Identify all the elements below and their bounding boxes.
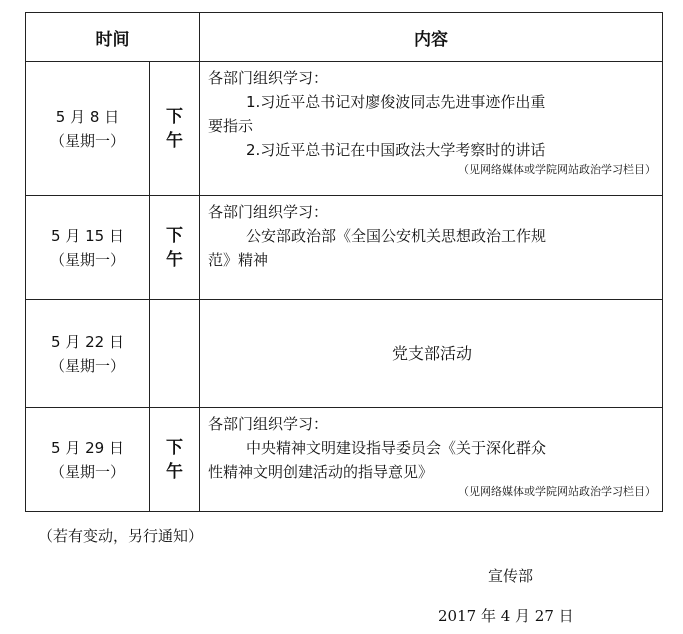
activity-text: 党支部活动 xyxy=(391,343,472,363)
activity-cell xyxy=(200,300,663,408)
table-row xyxy=(26,408,663,512)
intro-text: 各部门组织学习： xyxy=(208,203,329,221)
header-row xyxy=(26,13,663,62)
item-line: 要指示 xyxy=(208,117,254,135)
ampm-cell-empty xyxy=(150,300,200,408)
table-row xyxy=(26,196,663,300)
ampm-char: 午 xyxy=(166,249,183,270)
date-cell xyxy=(26,300,150,408)
ampm-char: 下 xyxy=(166,437,183,458)
weekday-text: （星期一） xyxy=(49,131,125,150)
item-line: 中央精神文明建设指导委员会《关于深化群众 xyxy=(246,439,547,457)
source-note: （见网络媒体或学院网站政治学习栏目） xyxy=(458,163,656,176)
table-row xyxy=(26,62,663,196)
header-time: 时间 xyxy=(26,13,200,62)
department-signature: 宣传部 xyxy=(488,567,534,585)
content-cell xyxy=(200,196,663,300)
item-line: 性精神文明创建活动的指导意见》 xyxy=(208,463,434,481)
ampm-cell xyxy=(150,62,200,196)
ampm-cell xyxy=(150,196,200,300)
ampm-char: 下 xyxy=(166,225,183,246)
item-line: 公安部政治部《全国公安机关思想政治工作规 xyxy=(246,227,547,245)
item-line: 1.习近平总书记对廖俊波同志先进事迹作出重 xyxy=(246,93,546,111)
intro-text: 各部门组织学习： xyxy=(208,69,329,87)
ampm-cell xyxy=(150,408,200,512)
table-row xyxy=(26,300,663,408)
ampm-char: 午 xyxy=(166,461,183,482)
weekday-text: （星期一） xyxy=(49,356,125,375)
ampm-char: 午 xyxy=(166,130,183,151)
content-cell xyxy=(200,62,663,196)
schedule-table xyxy=(25,12,663,512)
date-text: 5 月 15 日 xyxy=(51,226,124,245)
date-cell xyxy=(26,196,150,300)
change-notice: （若有变动，另行通知） xyxy=(38,527,204,545)
item-line: 2.习近平总书记在中国政法大学考察时的讲话 xyxy=(246,141,546,159)
header-content: 内容 xyxy=(200,13,663,62)
date-text: 5 月 8 日 xyxy=(55,107,120,126)
date-cell xyxy=(26,62,150,196)
ampm-char: 下 xyxy=(166,106,183,127)
date-text: 5 月 22 日 xyxy=(51,332,124,351)
item-line: 范》精神 xyxy=(208,251,269,269)
date-text: 5 月 29 日 xyxy=(51,438,124,457)
weekday-text: （星期一） xyxy=(49,462,125,481)
signature-date: 2017 年 4 月 27 日 xyxy=(438,607,574,625)
date-cell xyxy=(26,408,150,512)
content-cell xyxy=(200,408,663,512)
weekday-text: （星期一） xyxy=(49,250,125,269)
intro-text: 各部门组织学习： xyxy=(208,415,329,433)
source-note: （见网络媒体或学院网站政治学习栏目） xyxy=(458,485,656,498)
